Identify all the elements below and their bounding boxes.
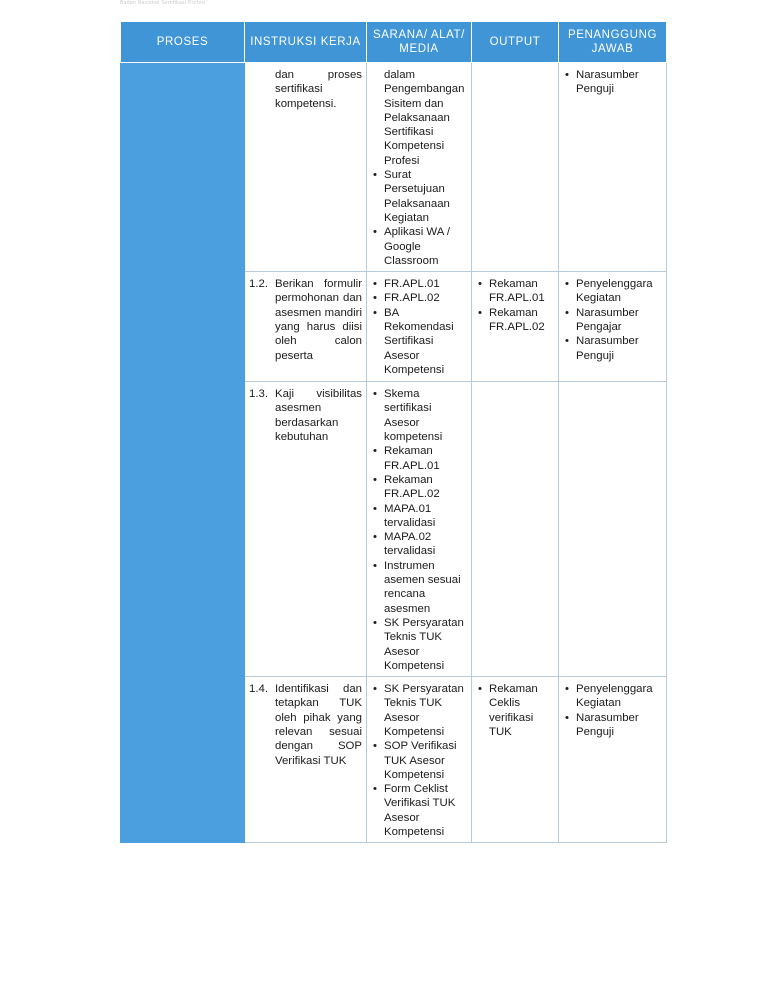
- step-number: 1.3.: [249, 388, 268, 401]
- list-item: • MAPA.01 tervalidasi: [371, 502, 467, 531]
- list-item: dalam Pengembangan Sisitem dan Pelaksanaan Sertifikasi Kompetensi Profesi: [384, 69, 465, 167]
- list-item: • Rekaman FR.APL.02: [371, 473, 467, 502]
- proses-cell: [121, 63, 245, 843]
- sarana-cell: [367, 382, 472, 677]
- instruksi-cell: [245, 382, 367, 677]
- pj-cell: [559, 382, 667, 677]
- list-item: • Narasumber Penguji: [563, 711, 662, 740]
- header-output: OUTPUT: [472, 22, 559, 63]
- list-item: • FR.APL.01: [371, 277, 467, 291]
- list-item: • Rekaman FR.APL.01: [476, 277, 554, 306]
- output-cell: [472, 63, 559, 272]
- list-item: • MAPA.02 tervalidasi: [371, 530, 467, 559]
- header-penanggung-jawab: PENANGGUNG JAWAB: [559, 22, 667, 63]
- sarana-cell: [367, 272, 472, 382]
- list-item: • SK Persyaratan Teknis TUK Asesor Kompetensi: [371, 616, 467, 673]
- list-item: • FR.APL.02: [371, 291, 467, 305]
- sarana-cell: [367, 63, 472, 272]
- instruksi-text: Kaji visibilitas asesmen berdasarkan kebutuhan: [275, 388, 362, 444]
- step-number: 1.4.: [249, 683, 268, 696]
- header-instruksi-kerja: INSTRUKSI KERJA: [245, 22, 367, 63]
- list-item: • Rekaman Ceklis verifikasi TUK: [476, 682, 554, 739]
- list-item: • Surat Persetujuan Pelaksanaan Kegiatan: [371, 168, 467, 225]
- list-item: • Skema sertifikasi Asesor kompetensi: [371, 387, 467, 444]
- page-header-text: Badan Nasional Sertifikasi Profesi: [120, 0, 206, 6]
- sarana-cell: [367, 677, 472, 843]
- step-number: 1.2.: [249, 278, 268, 291]
- output-cell: [472, 272, 559, 382]
- list-item: • Rekaman FR.APL.01: [371, 444, 467, 473]
- header-sarana: SARANA/ ALAT/ MEDIA: [367, 22, 472, 63]
- list-item: • SOP Verifikasi TUK Asesor Kompetensi: [371, 739, 467, 782]
- pj-cell: [559, 677, 667, 843]
- list-item: • BA Rekomendasi Sertifikasi Asesor Kompetensi: [371, 306, 467, 377]
- instruksi-text: dan proses sertifikasi kompetensi.: [275, 69, 362, 110]
- instruksi-text: Identifikasi dan tetapkan TUK oleh pihak yang relevan sesuai dengan SOP Verifikasi TUK: [275, 683, 362, 767]
- instruksi-text: Berikan formulir permohonan dan asesmen mandiri yang harus diisi oleh calon peserta: [275, 278, 362, 362]
- list-item: • Narasumber Penguji: [563, 334, 662, 363]
- pj-cell: [559, 272, 667, 382]
- sop-table: [120, 21, 667, 843]
- output-cell: [472, 677, 559, 843]
- instruksi-cell: [245, 677, 367, 843]
- instruksi-cell: [245, 63, 367, 272]
- header-proses: PROSES: [121, 22, 245, 63]
- list-item: • Penyelenggara Kegiatan: [563, 277, 662, 306]
- list-item: • Rekaman FR.APL.02: [476, 306, 554, 335]
- output-cell: [472, 382, 559, 677]
- list-item: • Instrumen asemen sesuai rencana asesmen: [371, 559, 467, 616]
- list-item: • SK Persyaratan Teknis TUK Asesor Kompetensi: [371, 682, 467, 739]
- instruksi-cell: [245, 272, 367, 382]
- list-item: • Penyelenggara Kegiatan: [563, 682, 662, 711]
- table-header-row: [121, 22, 667, 63]
- list-item: • Narasumber Pengajar: [563, 306, 662, 335]
- list-item: • Form Ceklist Verifikasi TUK Asesor Kompetensi: [371, 782, 467, 839]
- list-item: • Narasumber Penguji: [563, 68, 662, 97]
- pj-cell: [559, 63, 667, 272]
- table-row: [121, 63, 667, 272]
- list-item: • Aplikasi WA / Google Classroom: [371, 225, 467, 268]
